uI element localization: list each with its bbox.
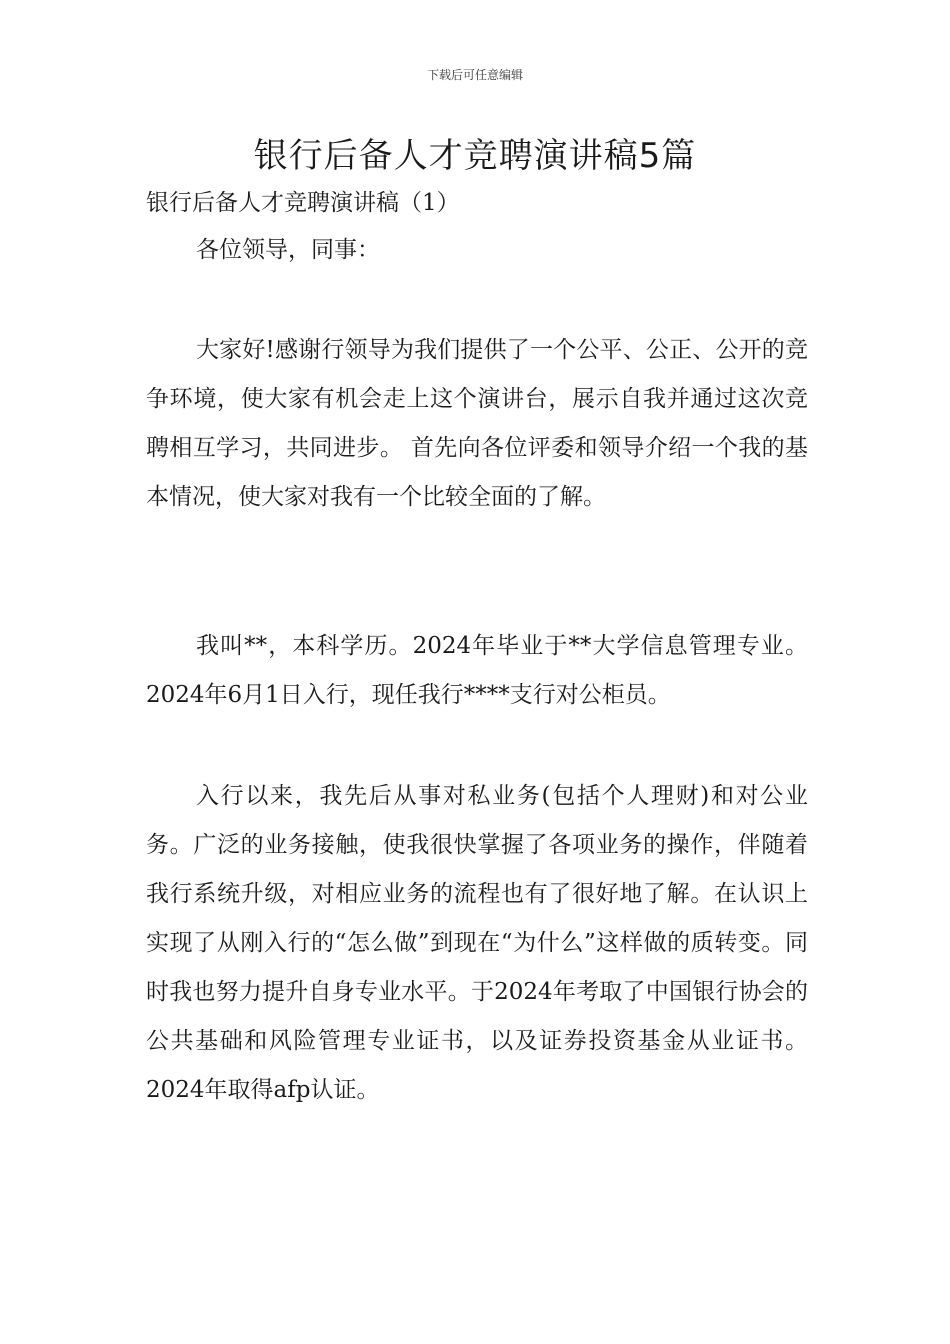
paragraph-intro: 大家好!感谢行领导为我们提供了一个公平、公正、公开的竞争环境，使大家有机会走上这个演讲台，展示自我并通过这次竞聘相互学习，共同进步。 首先向各位评委和领导介绍一个我的基本情况，使大家对我有一个比较全面的了解。 <box>146 337 808 510</box>
document-title: 银行后备人才竞聘演讲稿5篇 <box>253 136 697 176</box>
section-subtitle: 银行后备人才竞聘演讲稿（1） <box>146 190 460 216</box>
salutation: 各位领导，同事： <box>196 237 380 263</box>
paragraph-background: 我叫**，本科学历。2024年毕业于**大学信息管理专业。2024年6月1日入行，现任我行****支行对公柜员。 <box>146 633 808 708</box>
paragraph-experience: 入行以来，我先后从事对私业务(包括个人理财)和对公业务。广泛的业务接触，使我很快掌握了各项业务的操作，伴随着我行系统升级，对相应业务的流程也有了很好地了解。在认识上实现了从刚入行的“怎么做”到现在“为什么”这样做的质转变。同时我也努力提升自身专业水平。于2024年考取了中国银行协会的公共基础和风险管理专业证书，以及证券投资基金从业证书。2024年取得afp认证。 <box>146 783 808 1103</box>
header-note: 下载后可任意编辑 <box>426 68 523 82</box>
